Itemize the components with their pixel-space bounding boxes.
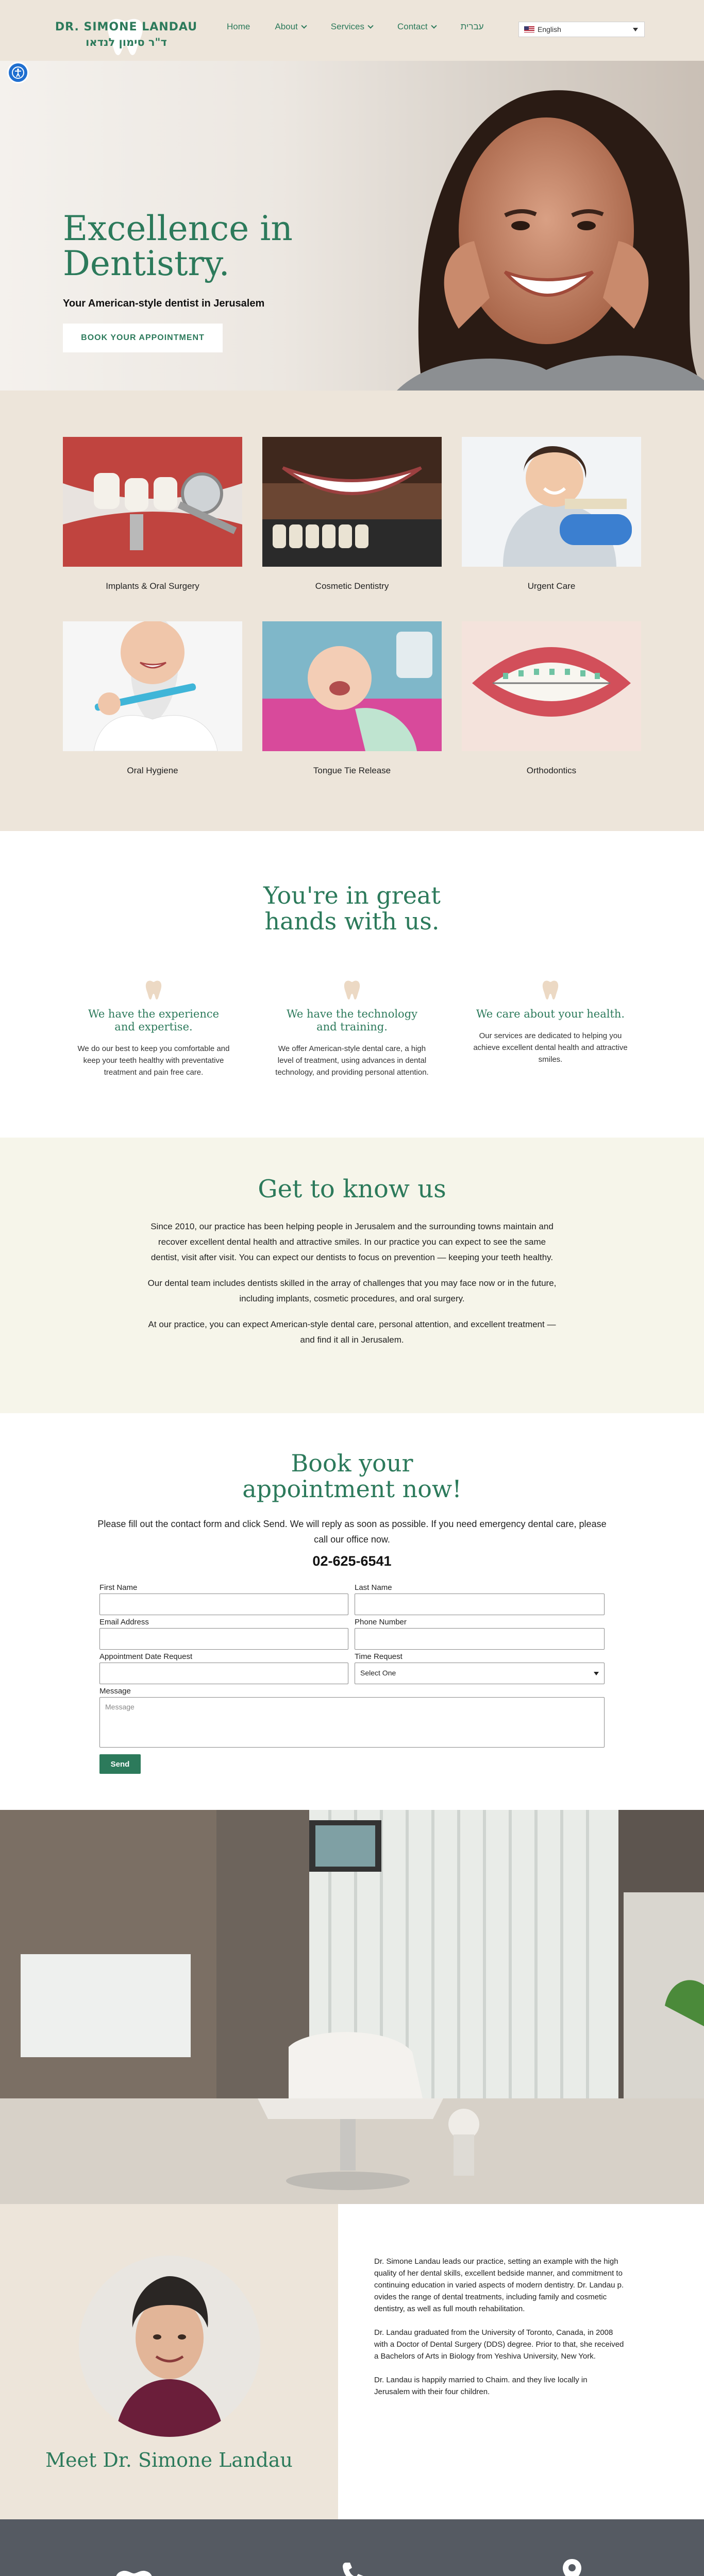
feature-experience	[76, 979, 231, 1078]
services-section	[0, 391, 704, 831]
feature-text: We offer American-style dental care, a high level of treatment, using advances in dental technology, and providing personal attention.	[275, 1044, 429, 1077]
service-card-implants[interactable]	[63, 437, 242, 567]
hero-woman-smiling-image	[304, 61, 704, 391]
time-select-value: Select One	[360, 1669, 396, 1677]
bio-paragraph: Dr. Simone Landau leads our practice, setting an example with the high quality of her dental skills, excellent bedside manner, and commitment to continuing education in varied aspects of modern dentistry. Dr. Landau p. ovides the range of dental treatments, including family and cosmetic dentistry, as well as full mouth rehabilitation.	[374, 2257, 624, 2313]
footer-phone[interactable]	[268, 2561, 438, 2576]
toothbrush-image	[63, 621, 242, 751]
baby-image	[262, 621, 442, 751]
site-footer	[0, 2519, 704, 2576]
map-pin-icon	[562, 2558, 582, 2576]
dental-clinic-image	[0, 1810, 704, 2204]
smile-image	[262, 437, 442, 567]
service-label[interactable]: Oral Hygiene	[127, 766, 178, 775]
book-intro: Please fill out the contact form and click Send. We will reply as soon as possible. If you need emergency dental care, please call our office now.	[97, 1519, 607, 1545]
time-label: Time Request	[355, 1652, 403, 1661]
chevron-down-icon	[301, 23, 307, 28]
language-value: English	[538, 25, 561, 33]
nav-about-label: About	[275, 22, 298, 31]
service-card-tongue[interactable]	[262, 621, 442, 751]
service-label[interactable]: Urgent Care	[527, 581, 576, 591]
phone-input[interactable]	[355, 1628, 605, 1650]
booking-section	[0, 1413, 704, 1810]
nav-hebrew-label: עברית	[460, 22, 484, 31]
meet-left-panel	[0, 2204, 338, 2519]
know-text	[146, 1219, 558, 1358]
feature-title: We have the experience and expertise.	[88, 1008, 220, 1033]
send-button[interactable]: Send	[99, 1754, 141, 1774]
tooth-icon	[541, 979, 560, 1000]
nav-contact[interactable]	[397, 22, 436, 32]
service-card-urgent[interactable]	[462, 437, 641, 567]
site-header	[0, 0, 704, 61]
hands-title-line1: You're in great	[263, 882, 441, 909]
hands-title	[0, 883, 704, 934]
chevron-down-icon	[431, 23, 437, 28]
service-card-ortho[interactable]	[462, 621, 641, 751]
know-paragraph: Since 2010, our practice has been helping people in Jerusalem and the surrounding towns maintain and recover excellent dental health and attractive smiles. In our practice you can expect to see the same dentist, visit after visit. You can expect our dentists to focus on prevention — keeping your teeth healthy.	[150, 1222, 554, 1262]
know-paragraph: At our practice, you can expect American-style dental care, personal attention, and excellent treatment — and find it all in Jerusalem.	[148, 1319, 556, 1345]
chevron-down-icon	[367, 23, 373, 28]
nav-contact-label: Contact	[397, 22, 428, 31]
main-nav	[227, 22, 509, 32]
book-title-line2: appointment now!	[242, 1475, 462, 1503]
implant-image	[63, 437, 242, 567]
feature-title: We care about your health.	[476, 1008, 625, 1020]
tooth-icon	[343, 979, 361, 1000]
know-title: Get to know us	[258, 1175, 446, 1204]
nav-services-label: Services	[330, 22, 364, 31]
footer-address	[495, 2558, 649, 2576]
braces-image	[462, 621, 641, 751]
feature-care	[473, 979, 628, 1065]
urgent-care-image	[462, 437, 641, 567]
hero-title-line1: Excellence in	[63, 209, 293, 248]
feature-text: Our services are dedicated to helping you achieve excellent dental health and attractive smiles.	[473, 1031, 628, 1064]
hero-subtitle: Your American-style dentist in Jerusalem	[63, 298, 265, 309]
book-title	[0, 1450, 704, 1502]
bio-paragraph: Dr. Landau graduated from the University of Toronto, Canada, in 2008 with a Doctor of Dental Surgery (DDS) degree. Prior to that, she received a Bachelors of Arts in Biology from Yeshiva University, New York.	[374, 2328, 624, 2361]
caret-down-icon	[633, 28, 638, 31]
nav-home[interactable]	[227, 22, 250, 32]
nav-about[interactable]	[275, 22, 306, 32]
feature-technology	[275, 979, 429, 1078]
accessibility-button[interactable]	[7, 62, 29, 83]
message-textarea[interactable]: Message	[99, 1697, 605, 1748]
hero-title-line2: Dentistry.	[63, 244, 230, 283]
phone-label: Phone Number	[355, 1618, 407, 1626]
meet-doctor-section	[0, 2204, 704, 2519]
first-name-input[interactable]	[99, 1594, 348, 1615]
footer-logo[interactable]	[62, 2568, 206, 2576]
us-flag-icon	[524, 26, 534, 32]
service-card-cosmetic[interactable]	[262, 437, 442, 567]
get-to-know-section	[0, 1138, 704, 1413]
doctor-portrait	[79, 2256, 260, 2437]
nav-services[interactable]	[331, 22, 373, 32]
service-label[interactable]: Orthodontics	[526, 766, 577, 775]
date-input[interactable]	[99, 1663, 348, 1684]
time-select[interactable]	[355, 1663, 605, 1684]
message-label: Message	[99, 1687, 131, 1696]
logo-text-en: DR. SIMONE LANDAU	[55, 21, 198, 33]
hero-section	[0, 61, 704, 391]
feature-text: We do our best to keep you comfortable and keep your teeth healthy with preventative treatment and pain free care.	[77, 1044, 230, 1077]
date-label: Appointment Date Request	[99, 1652, 193, 1661]
service-card-hygiene[interactable]	[63, 621, 242, 751]
caret-down-icon	[594, 1672, 599, 1675]
logo[interactable]	[54, 15, 198, 57]
hands-title-line2: hands with us.	[264, 907, 440, 935]
accessibility-icon	[11, 66, 25, 79]
tooth-icon	[144, 979, 163, 1000]
meet-title: Meet Dr. Simone Landau	[45, 2449, 293, 2471]
doctor-bio	[374, 2256, 624, 2410]
service-label[interactable]: Cosmetic Dentistry	[315, 581, 389, 591]
doctor-photo-image	[79, 2256, 260, 2437]
language-select[interactable]	[518, 22, 645, 37]
hero-title	[63, 211, 293, 281]
logo-text-he: ד"ר סימון לנדאו	[86, 36, 167, 48]
know-paragraph: Our dental team includes dentists skilled in the array of challenges that you may face now or in the future, including implants, cosmetic procedures, and oral surgery.	[147, 1278, 557, 1303]
book-title-line1: Book your	[291, 1449, 413, 1477]
book-appointment-button[interactable]: BOOK YOUR APPOINTMENT	[63, 324, 223, 352]
last-name-input[interactable]	[355, 1594, 605, 1615]
service-label[interactable]: Implants & Oral Surgery	[106, 581, 199, 591]
book-phone[interactable]: 02-625-6541	[312, 1553, 392, 1569]
clinic-photo-section	[0, 1810, 704, 2204]
last-name-label: Last Name	[355, 1583, 392, 1592]
bio-paragraph: Dr. Landau is happily married to Chaim. and they live locally in Jerusalem with their four children.	[374, 2376, 588, 2396]
nav-hebrew[interactable]	[461, 22, 484, 32]
email-label: Email Address	[99, 1618, 149, 1626]
service-label[interactable]: Tongue Tie Release	[313, 766, 391, 775]
feature-title: We have the technology and training.	[286, 1008, 418, 1033]
phone-icon	[341, 2561, 365, 2576]
tooth-logo-icon	[111, 2568, 157, 2576]
email-input[interactable]	[99, 1628, 348, 1650]
nav-home-label: Home	[227, 22, 250, 31]
great-hands-section	[0, 831, 704, 1138]
first-name-label: First Name	[99, 1583, 138, 1592]
